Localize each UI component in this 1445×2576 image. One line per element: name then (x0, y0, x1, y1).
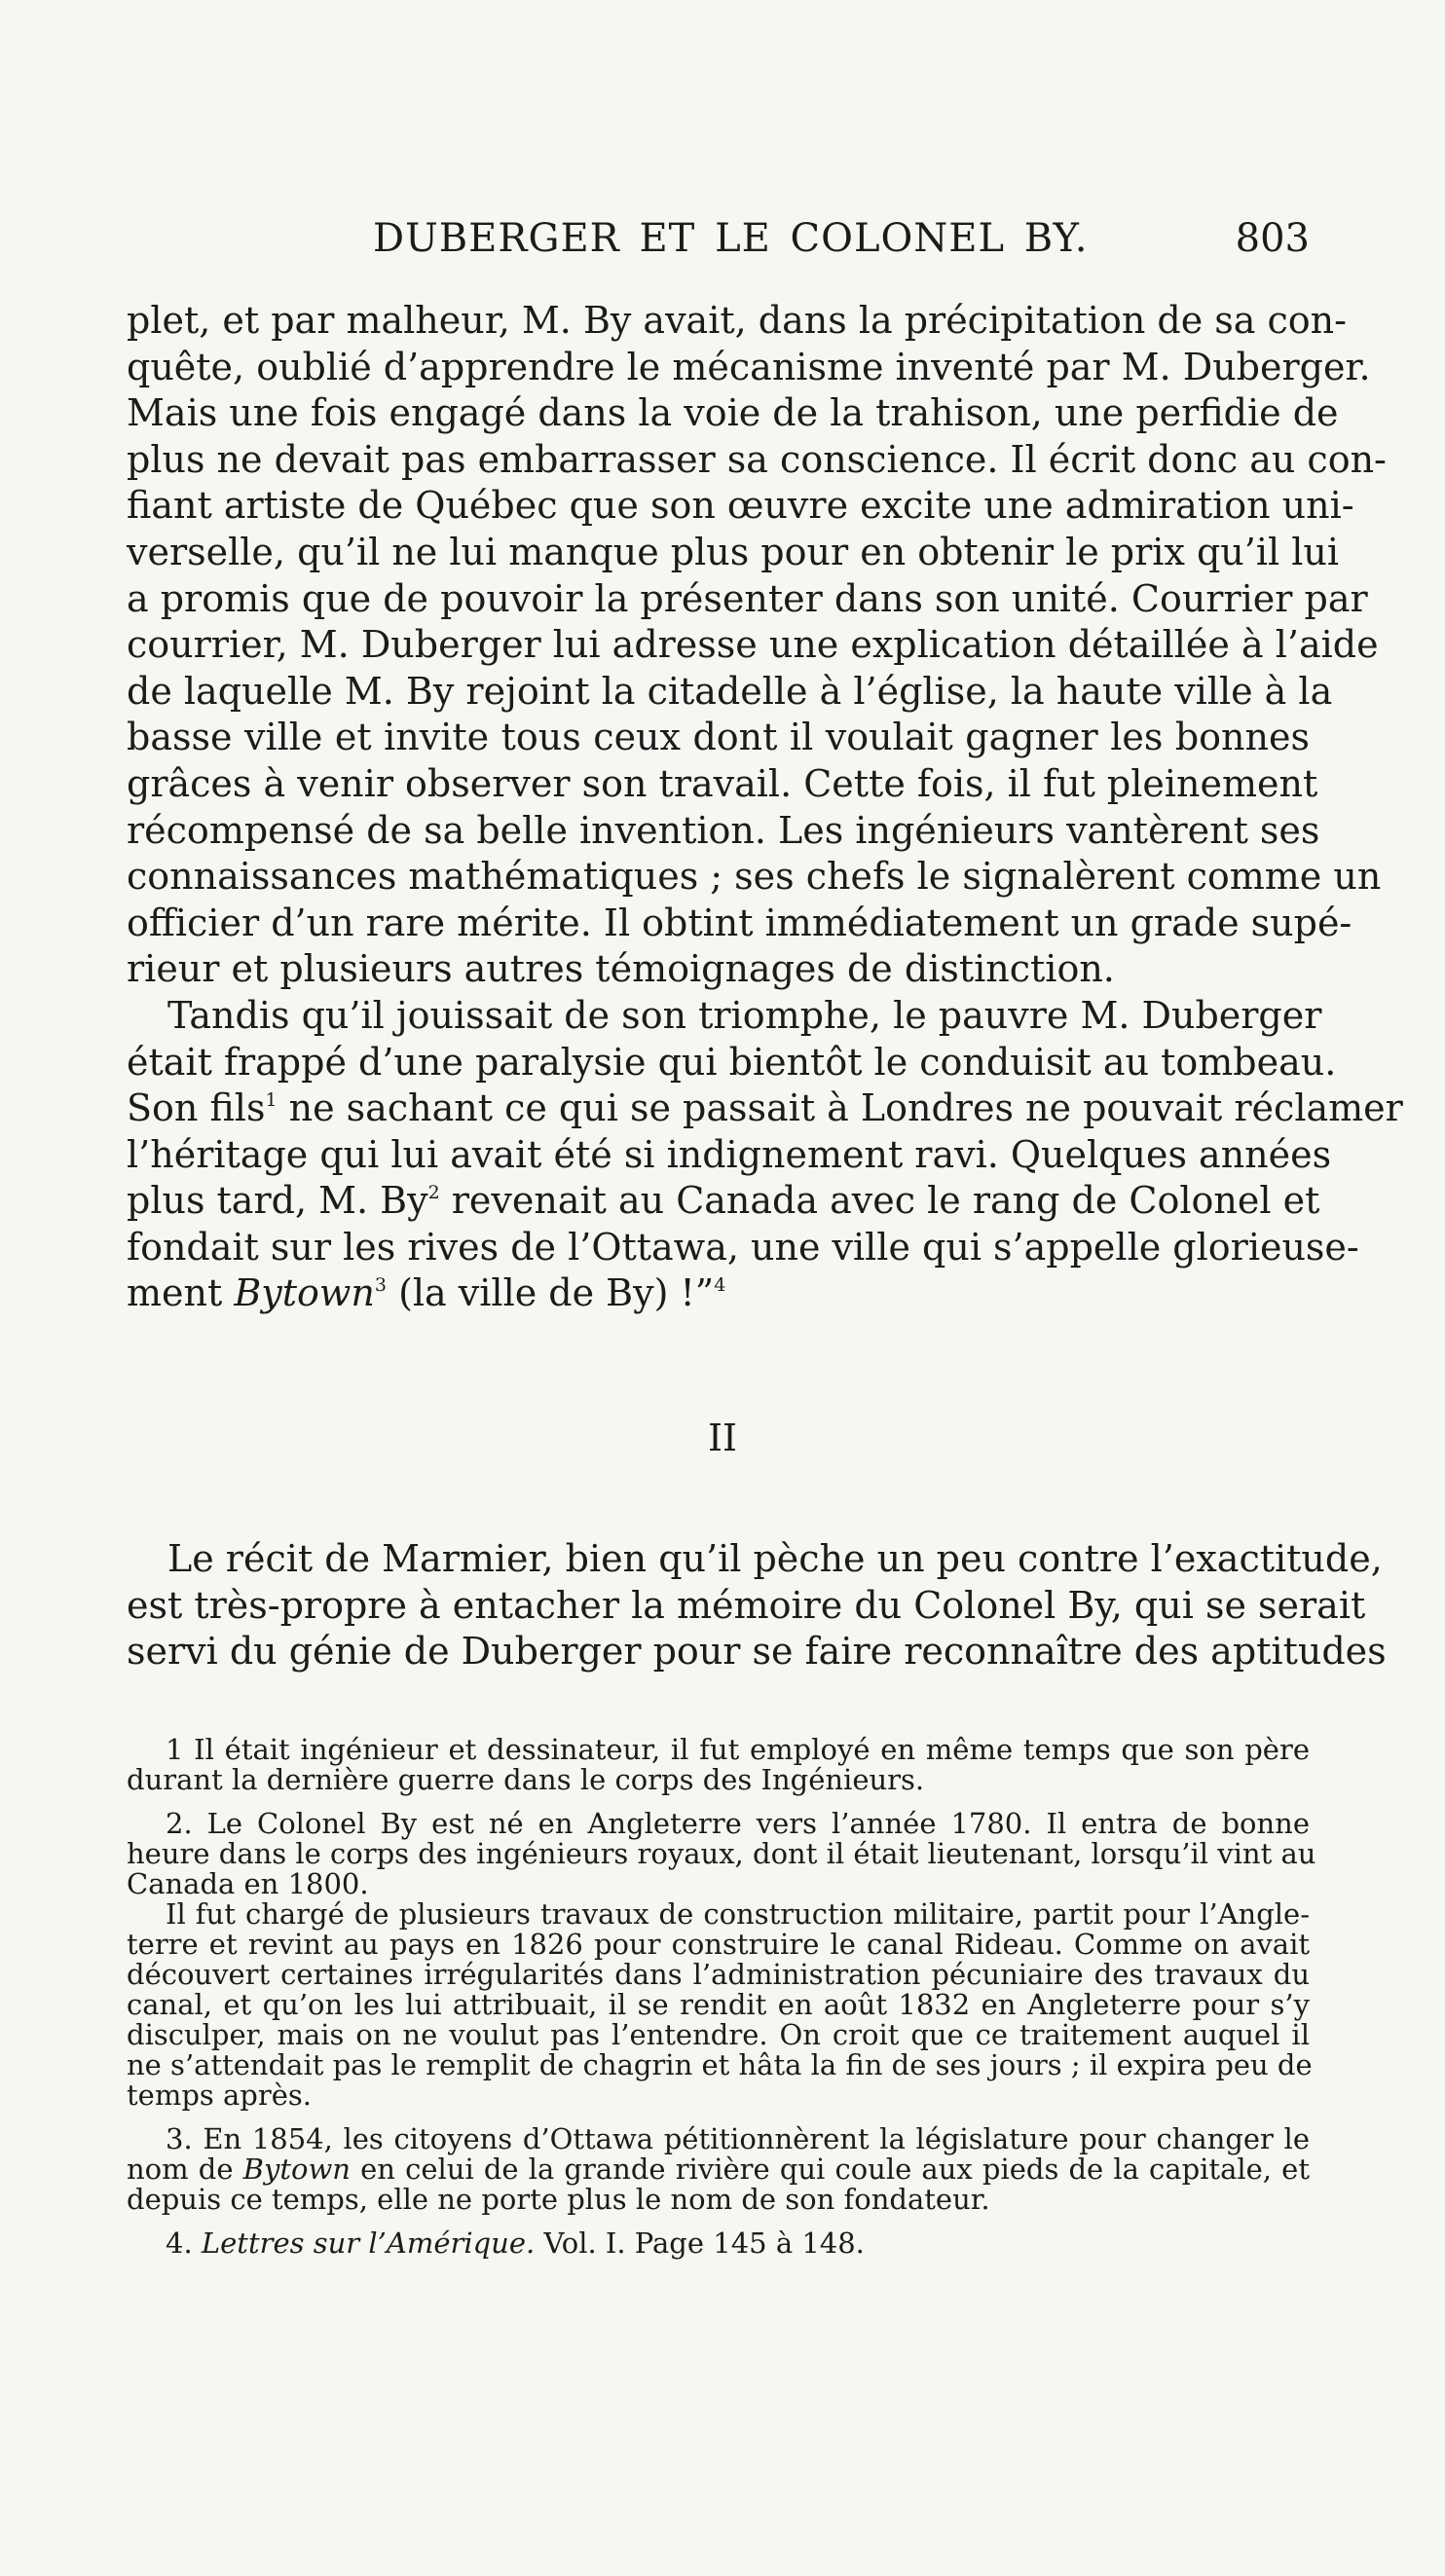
text-span: revenait au Canada avec le rang de Colonel et (439, 1179, 1320, 1223)
footnote-3 (127, 2124, 1310, 2215)
footnote-line: disculper, mais on ne voulut pas l’entendre. On croit que ce traitement auquel il (127, 2018, 1310, 2051)
paragraph-2 (127, 993, 1403, 1317)
main-text (127, 298, 1403, 1317)
text-line: fondait sur les rives de l’Ottawa, une ville qui s’appelle glorieuse- (127, 1225, 1359, 1269)
footnote-line: 3. En 1854, les citoyens d’Ottawa pétitionnèrent la législature pour changer le (166, 2122, 1310, 2155)
italic-text: Bytown (234, 1271, 375, 1315)
footnote-4 (127, 2228, 1310, 2259)
text-line: de laquelle M. By rejoint la citadelle à l’église, la haute ville à la (127, 669, 1333, 713)
footnote-line: Il fut chargé de plusieurs travaux de construction militaire, partit pour l’Angle- (166, 1897, 1310, 1931)
text-line: fiant artiste de Québec que son œuvre excite une admiration uni- (127, 484, 1354, 528)
text-line: grâces à venir observer son travail. Cette fois, il fut pleinement (127, 761, 1318, 805)
text-span: Vol. I. Page 145 à 148. (535, 2226, 865, 2260)
footnote-line: canal, et qu’on les lui attribuait, il se rendit en août 1832 en Angleterre pour s’y (127, 1988, 1310, 2021)
text-line: Mais une fois engagé dans la voie de la trahison, une perfidie de (127, 391, 1339, 435)
footnote-line: durant la dernière guerre dans le corps des Ingénieurs. (127, 1763, 925, 1796)
text-line: rieur et plusieurs autres témoignages de distinction. (127, 947, 1115, 991)
header-title: DUBERGER ET LE COLONEL BY. (373, 216, 1089, 261)
footnote-ref: 3 (374, 1274, 387, 1297)
running-header (127, 216, 1310, 275)
text-span: (la ville de By) !” (387, 1271, 715, 1315)
footnotes (127, 1733, 1316, 2272)
text-line: officier d’un rare mérite. Il obtint immédiatement un grade supé- (127, 901, 1352, 944)
text-line: Tandis qu’il jouissait de son triomphe, le pauvre M. Duberger (167, 993, 1322, 1037)
footnote-line: 2. Le Colonel By est né en Angleterre vers l’année 1780. Il entra de bonne (166, 1807, 1310, 1840)
text-line: récompensé de sa belle invention. Les ingénieurs vantèrent ses (127, 808, 1320, 852)
text-line: Le récit de Marmier, bien qu’il pèche un peu contre l’exactitude, (167, 1537, 1383, 1580)
footnote-line: découvert certaines irrégularités dans l’administration pécuniaire des travaux du (127, 1958, 1310, 1991)
text-line: l’héritage qui lui avait été si indignement ravi. Quelques années (127, 1132, 1332, 1176)
footnote-line (127, 2154, 1310, 2185)
footnote-ref: 2 (427, 1182, 440, 1204)
paragraph-1 (127, 298, 1387, 993)
text-line (127, 1270, 1310, 1317)
footnote-line: Canada en 1800. (127, 1867, 369, 1900)
text-span: en celui de la grande rivière qui coule aux pieds de la capitale, et (350, 2153, 1310, 2186)
text-line: connaissances mathématiques ; ses chefs le signalèrent comme un (127, 855, 1382, 899)
footnote-line (127, 2228, 1310, 2259)
text-line: basse ville et invite tous ceux dont il voulait gagner les bonnes (127, 716, 1310, 759)
footnote-ref: 4 (714, 1274, 726, 1297)
text-span: plus tard, M. By (127, 1179, 428, 1223)
text-line: verselle, qu’il ne lui manque plus pour en obtenir le prix qu’il lui (127, 530, 1340, 573)
text-span: Son fils (127, 1086, 266, 1130)
footnote-line: heure dans le corps des ingénieurs royaux, dont il était lieutenant, lorsqu’il vint au (127, 1837, 1316, 1870)
section-heading: II (707, 1417, 738, 1459)
text-span: ment (127, 1271, 235, 1315)
footnote-2 (127, 1807, 1316, 2112)
italic-text: Bytown (242, 2153, 351, 2186)
text-line (127, 1086, 1403, 1132)
paragraph-3 (127, 1536, 1387, 1675)
footnote-ref: 1 (265, 1088, 278, 1111)
text-line: courrier, M. Duberger lui adresse une explication détaillée à l’aide (127, 623, 1379, 667)
text-line: servi du génie de Duberger pour se faire reconnaître des aptitudes (127, 1630, 1387, 1674)
text-line: a promis que de pouvoir la présenter dans son unité. Courrier par (127, 576, 1368, 620)
text-line: quête, oublié d’apprendre le mécanisme inventé par M. Duberger. (127, 345, 1371, 388)
footnote-line: depuis ce temps, elle ne porte plus le nom de son fondateur. (127, 2183, 990, 2216)
footnote-1 (127, 1735, 1310, 1795)
footnote-line: terre et revint au pays en 1826 pour construire le canal Rideau. Comme on avait (127, 1928, 1310, 1961)
text-line: plus ne devait pas embarrasser sa conscience. Il écrit donc au con- (127, 437, 1387, 481)
text-line: plet, et par malheur, M. By avait, dans la précipitation de sa con- (127, 299, 1347, 342)
italic-text: Lettres sur l’Amérique. (201, 2226, 536, 2260)
text-line (127, 1178, 1320, 1225)
text-span: 4. (166, 2226, 202, 2260)
footnote-line: 1 Il était ingénieur et dessinateur, il fut employé en même temps que son père (166, 1733, 1310, 1766)
text-line: est très-propre à entacher la mémoire du Colonel By, qui se serait (127, 1583, 1366, 1627)
text-span: ne sachant ce qui se passait à Londres ne pouvait réclamer (277, 1086, 1403, 1130)
text-line: était frappé d’une paralysie qui bientôt le conduisit au tombeau. (127, 1040, 1337, 1084)
footnote-line: temps après. (127, 2079, 312, 2112)
text-span: nom de (127, 2153, 243, 2186)
page-number: 803 (1235, 216, 1310, 261)
footnote-line: ne s’attendait pas le remplit de chagrin et hâta la fin de ses jours ; il expira peu de (127, 2048, 1313, 2081)
